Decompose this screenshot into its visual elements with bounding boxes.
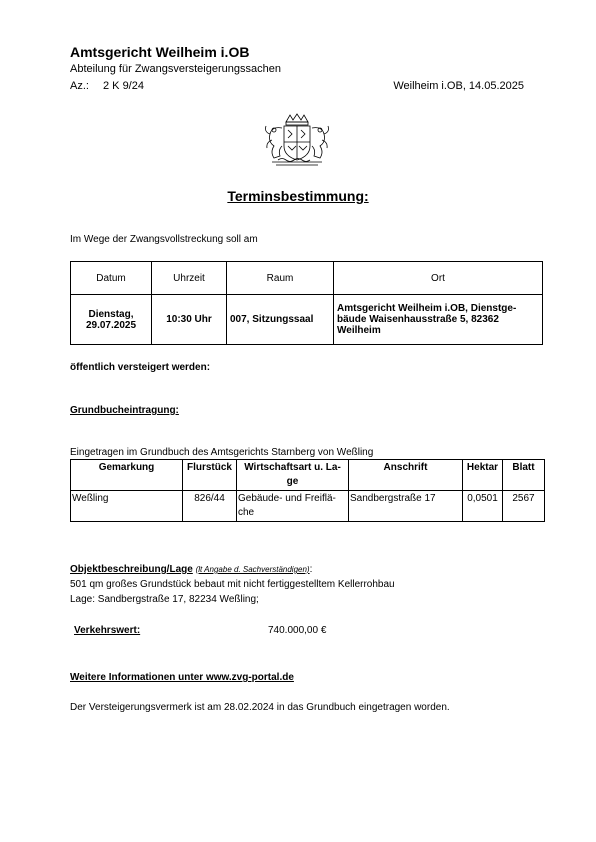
appointment-header-row	[71, 262, 543, 295]
blatt-cell: 2567	[503, 491, 545, 522]
wirtschaftsart-cell	[237, 491, 349, 522]
file-number-label: Az.:	[70, 80, 89, 92]
market-value-label: Verkehrswert:	[74, 625, 141, 636]
header-line: ge	[286, 476, 299, 487]
location-line: Amtsgericht Weilheim i.OB, Dienstge-	[337, 303, 517, 314]
cell-line: che	[238, 507, 255, 518]
location-line: Weilheim	[337, 325, 381, 336]
column-header: Raum	[227, 262, 334, 295]
column-header: Anschrift	[349, 460, 463, 491]
header-line: Wirtschaftsart u. La-	[244, 462, 341, 473]
location-line: bäude Waisenhausstraße 5, 82362	[337, 314, 499, 325]
land-register-intro: Eingetragen im Grundbuch des Amtsgerichts Starnberg von Weßling	[70, 447, 374, 458]
cell-line: Gebäude- und Freiflä-	[238, 493, 336, 504]
gemarkung-cell: Weßling	[71, 491, 183, 522]
flurstueck-cell: 826/44	[183, 491, 237, 522]
column-header: Uhrzeit	[152, 262, 227, 295]
column-header	[237, 460, 349, 491]
auction-statement: öffentlich versteigert werden:	[70, 362, 211, 373]
land-register-header-row	[71, 460, 545, 491]
appointment-location	[334, 295, 543, 345]
column-header: Hektar	[463, 460, 503, 491]
appointment-date	[71, 295, 152, 345]
column-header: Datum	[71, 262, 152, 295]
object-description-heading	[70, 564, 312, 575]
more-info-link[interactable]: Weitere Informationen unter www.zvg-portal.de	[70, 672, 294, 683]
land-register-heading: Grundbucheintragung:	[70, 405, 179, 416]
bavarian-coat-of-arms-icon	[262, 112, 332, 172]
registration-note: Der Versteigerungsvermerk ist am 28.02.2024 in das Grundbuch eingetragen worden.	[70, 702, 450, 713]
column-header: Ort	[334, 262, 543, 295]
object-heading-label: Objektbeschreibung/Lage	[70, 564, 193, 575]
object-location: Lage: Sandbergstraße 17, 82234 Weßling;	[70, 594, 259, 605]
anschrift-cell: Sandbergstraße 17	[349, 491, 463, 522]
court-department: Abteilung für Zwangsversteigerungssachen	[70, 63, 281, 75]
appointment-time: 10:30 Uhr	[152, 295, 227, 345]
land-register-table	[70, 459, 545, 522]
hektar-cell: 0,0501	[463, 491, 503, 522]
appointment-table	[70, 261, 543, 345]
court-name: Amtsgericht Weilheim i.OB	[70, 44, 250, 60]
place-and-date: Weilheim i.OB, 14.05.2025	[393, 80, 524, 92]
file-number: 2 K 9/24	[103, 80, 144, 92]
appointment-row	[71, 295, 543, 345]
market-value-amount: 740.000,00 €	[268, 625, 327, 636]
column-header: Blatt	[503, 460, 545, 491]
column-header: Flurstück	[183, 460, 237, 491]
document-title: Terminsbestimmung:	[227, 188, 369, 204]
weekday: Dienstag,	[88, 308, 134, 320]
appointment-room: 007, Sitzungssaal	[227, 295, 334, 345]
column-header: Gemarkung	[71, 460, 183, 491]
heading-colon: :	[309, 564, 313, 575]
table-row	[71, 491, 545, 522]
intro-text: Im Wege der Zwangsvollstreckung soll am	[70, 234, 258, 245]
date: 29.07.2025	[85, 319, 137, 331]
object-description: 501 qm großes Grundstück bebaut mit nicht fertiggestelltem Kellerrohbau	[70, 579, 395, 590]
expert-source-note: (lt Angabe d. Sachverständigen)	[195, 565, 310, 574]
